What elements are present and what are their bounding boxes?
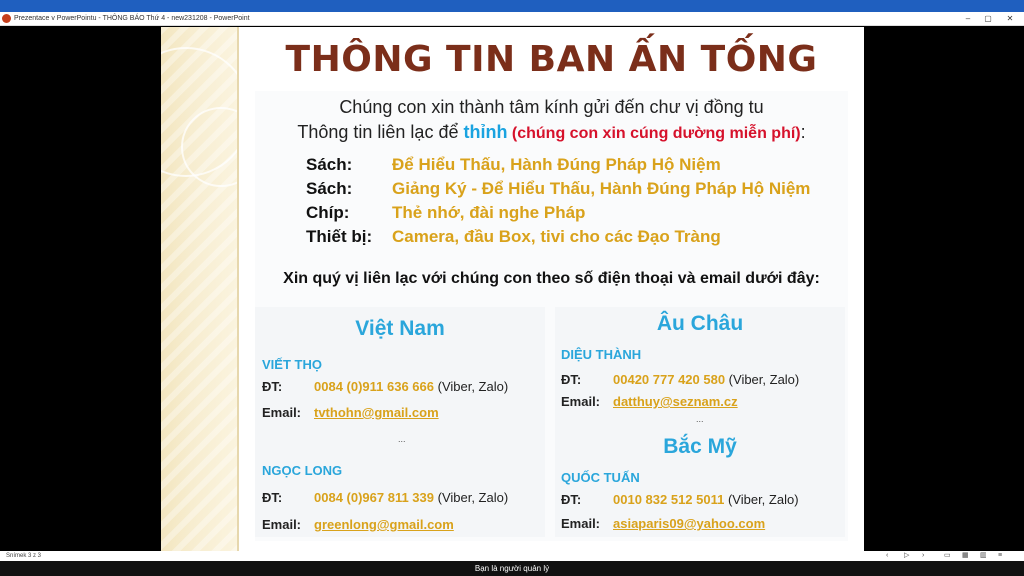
item-value: Giảng Ký - Để Hiểu Thấu, Hành Đúng Pháp Hộ Niệm — [392, 179, 811, 198]
intro-line-2-colon: : — [800, 122, 806, 142]
phone-row — [561, 372, 799, 387]
phone-label: ĐT: — [561, 492, 582, 507]
phone-number: 0084 (0)967 811 339 — [314, 490, 434, 505]
item-label: Chíp: — [306, 203, 350, 222]
phone-note: (Viber, Zalo) — [724, 492, 799, 507]
contact-name: NGỌC LONG — [262, 463, 343, 478]
email-label: Email: — [561, 394, 601, 409]
contact-name: DIỆU THÀNH — [561, 347, 642, 362]
item-row — [306, 227, 721, 247]
item-row — [306, 203, 585, 223]
email-label: Email: — [262, 517, 302, 532]
close-icon[interactable]: ✕ — [1006, 14, 1014, 23]
phone-number: 0010 832 512 5011 — [613, 492, 725, 507]
email-row — [262, 517, 454, 532]
item-value: Thẻ nhớ, đài nghe Pháp — [392, 203, 586, 222]
intro-highlight-word: thỉnh — [463, 122, 508, 142]
item-value: Để Hiểu Thấu, Hành Đúng Pháp Hộ Niệm — [392, 155, 721, 174]
top-accent-bar — [0, 0, 1024, 12]
restore-icon[interactable]: ▢ — [984, 14, 992, 23]
intro-line-1: Chúng con xin thành tâm kính gửi đến chư vị đồng tu — [339, 97, 764, 117]
slide-heading: THÔNG TIN BAN ẤN TỐNG — [285, 39, 818, 80]
menu-icon[interactable]: ≡ — [998, 552, 1003, 559]
item-row — [306, 155, 721, 175]
next-slide-icon[interactable]: › — [922, 552, 925, 559]
phone-number: 0084 (0)911 636 666 — [314, 379, 434, 394]
contact-name: VIẾT THỌ — [262, 357, 322, 372]
normal-view-icon[interactable]: ▭ — [944, 552, 951, 559]
window-title: Prezentace v PowerPointu - THÔNG BÁO Thứ 4 - new231208 - PowerPoint — [14, 15, 250, 22]
previous-slide-icon[interactable]: ‹ — [886, 552, 889, 559]
contact-name: QUỐC TUẤN — [561, 470, 640, 485]
decorative-sidebar — [161, 27, 239, 551]
play-icon[interactable]: ▷ — [904, 552, 910, 559]
phone-label: ĐT: — [262, 490, 283, 505]
region-title-north-america: Bắc Mỹ — [663, 435, 737, 458]
phone-row — [262, 490, 508, 505]
minimize-icon[interactable]: – — [965, 14, 971, 23]
ellipsis: ... — [398, 434, 406, 444]
email-link[interactable]: tvthohn@gmail.com — [314, 405, 439, 420]
powerpoint-app-icon — [2, 14, 11, 23]
region-title-europe: Âu Châu — [656, 312, 744, 335]
reading-view-icon[interactable]: ▥ — [980, 552, 987, 559]
email-row — [561, 516, 765, 531]
item-label: Thiết bị: — [306, 227, 373, 246]
phone-number: 00420 777 420 580 — [613, 372, 726, 387]
phone-note: (Viber, Zalo) — [434, 490, 509, 505]
notification-bar — [0, 561, 1024, 576]
phone-note: (Viber, Zalo) — [434, 379, 509, 394]
ellipsis: ... — [696, 414, 704, 424]
slide[interactable] — [161, 27, 864, 551]
intro-free-note: (chúng con xin cúng dường miễn phí) — [507, 125, 801, 142]
email-row — [262, 405, 439, 420]
item-row — [306, 179, 810, 199]
region-title-vietnam: Việt Nam — [355, 317, 445, 340]
phone-note: (Viber, Zalo) — [725, 372, 800, 387]
notification-message: Bạn là người quản lý — [474, 564, 550, 573]
decorative-ring — [181, 107, 261, 187]
slide-counter: Snímek 3 z 3 — [6, 553, 42, 559]
slide-sorter-icon[interactable]: ▦ — [962, 552, 969, 559]
email-label: Email: — [561, 516, 601, 531]
email-link[interactable]: datthuy@seznam.cz — [613, 394, 738, 409]
slideshow-stage — [0, 27, 1024, 551]
email-link[interactable]: asiaparis09@yahoo.com — [613, 516, 766, 531]
intro-line-2 — [239, 122, 864, 143]
item-label: Sách: — [306, 179, 353, 198]
status-bar — [0, 551, 1024, 561]
contact-instruction: Xin quý vị liên lạc với chúng con theo số điện thoại và email dưới đây: — [283, 270, 820, 287]
phone-label: ĐT: — [561, 372, 582, 387]
email-label: Email: — [262, 405, 302, 420]
item-label: Sách: — [306, 155, 353, 174]
email-link[interactable]: greenlong@gmail.com — [314, 517, 454, 532]
phone-row — [262, 379, 508, 394]
phone-label: ĐT: — [262, 379, 283, 394]
item-value: Camera, đầu Box, tivi cho các Đạo Tràng — [392, 227, 721, 246]
phone-row — [561, 492, 799, 507]
email-row — [561, 394, 738, 409]
title-bar — [0, 12, 1024, 26]
intro-line-2-text: Thông tin liên lạc để — [297, 122, 464, 142]
